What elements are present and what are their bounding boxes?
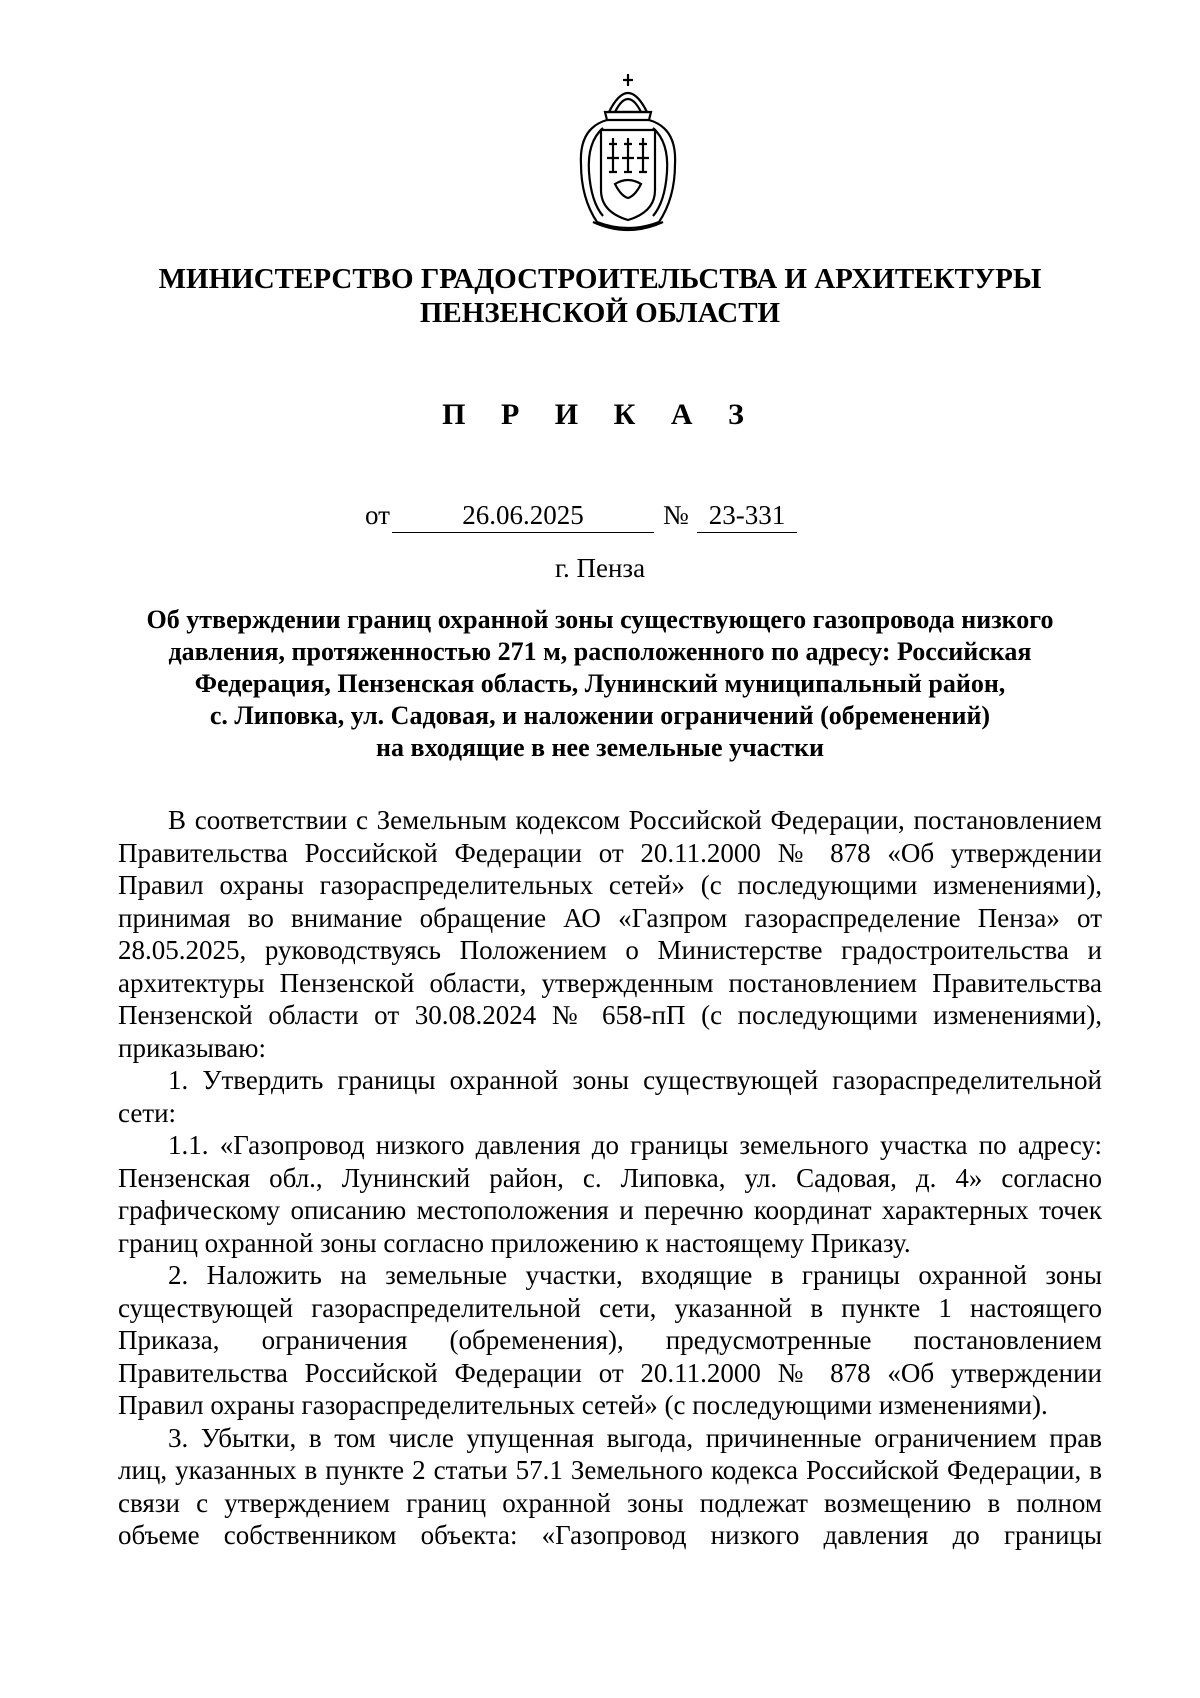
paragraph-preamble: В соответствии с Земельным кодексом Российской Федерации, постановлением Правительства Российской Федерации от 20.11.2000 № 878 «Об утверждении Правил охраны газораспределительных сетей» (с последующими изменениями), принимая во внимание обращение АО «Газпром газораспределение Пенза» от 28.05.2025, руководствуясь Положением о Министерстве градостроительства и архитектуры Пензенской области, утвержденным постановлением Правительства Пензенской области от 30.08.2024 № 658-пП (с последующими изменениями), приказываю: [118, 805, 1102, 1063]
subject-line2: давления, протяженностью 271 м, расположенного по адресу: Российская [168, 637, 1032, 666]
document-type-title: П Р И К А З [442, 398, 758, 431]
subject-line3: Федерация, Пензенская область, Лунинский муниципальный район, [194, 669, 1006, 698]
paragraph-item-2: 2. Наложить на земельные участки, входящие в границы охранной зоны существующей газораспределительной сети, указанной в пункте 1 настоящего Приказа, ограничения (обременения), предусмотренные постановлением Правительства Российской Федерации от 20.11.2000 № 878 «Об утверждении Правил охраны газораспределительных сетей» (с последующими изменениями). [118, 1260, 1102, 1420]
order-number: 23-331 [697, 500, 797, 533]
paragraph-item-1: 1. Утвердить границы охранной зоны существующей газораспределительной сети: [118, 1065, 1102, 1128]
subject-line1: Об утверждении границ охранной зоны существующего газопровода низкого [146, 605, 1054, 634]
date-label: от [365, 500, 390, 530]
ministry-name [100, 262, 1100, 330]
order-subject [120, 604, 1080, 764]
city-name: г. Пенза [554, 553, 646, 583]
ministry-line1: МИНИСТЕРСТВО ГРАДОСТРОИТЕЛЬСТВА И АРХИТЕКТУРЫ [158, 263, 1042, 295]
subject-line4: с. Липовка, ул. Садовая, и наложении ограничений (обременений) [209, 701, 991, 730]
paragraph-item-3: 3. Убытки, в том числе упущенная выгода, причиненные ограничением прав лиц, указанных в пункте 2 статьи 57.1 Земельного кодекса Российской Федерации, в связи с утверждением границ охранной зоны подлежат возмещению в полном объеме собственником объекта: «Газопровод низкого давления до границы [118, 1422, 1102, 1550]
order-date-number-line [0, 500, 1200, 536]
coat-of-arms-icon [573, 72, 683, 232]
order-body [118, 804, 1102, 1552]
order-date: 26.06.2025 [392, 500, 654, 533]
ministry-line2: ПЕНЗЕНСКОЙ ОБЛАСТИ [419, 297, 781, 329]
paragraph-item-1-1: 1.1. «Газопровод низкого давления до границы земельного участка по адресу: Пензенская обл., Лунинский район, с. Липовка, ул. Садовая, д. 4» согласно графическому описанию местоположения и перечню координат характерных точек границ охранной зоны согласно приложению к настоящему Приказу. [118, 1130, 1102, 1258]
number-label: № [663, 500, 689, 530]
subject-line5: на входящие в нее земельные участки [376, 733, 824, 762]
